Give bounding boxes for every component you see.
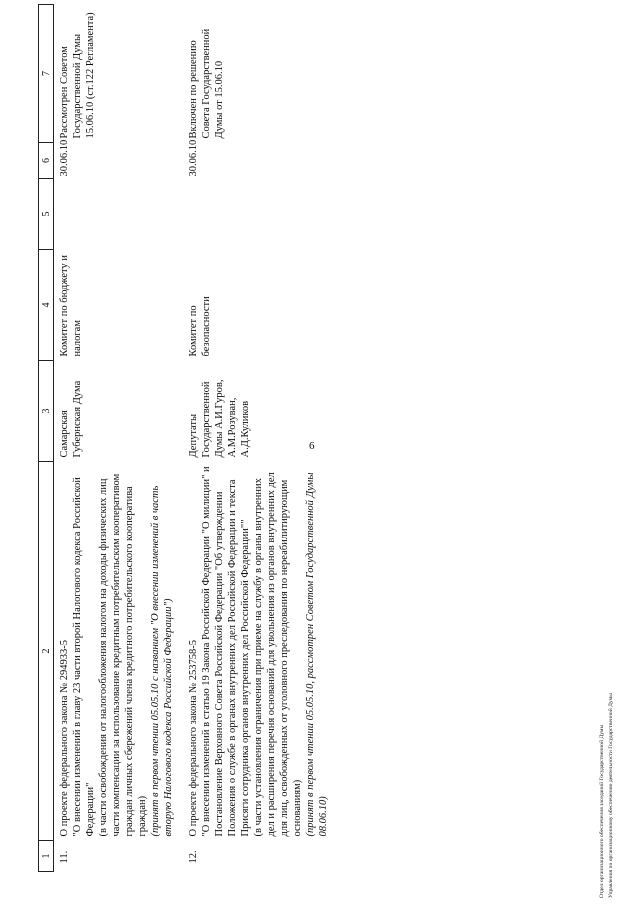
row-number: 12. bbox=[188, 850, 199, 864]
row-number: 11. bbox=[59, 850, 70, 864]
header-col-3: 3 bbox=[39, 361, 54, 462]
date-cell: 30.06.10 bbox=[188, 139, 199, 177]
committee-cell: Комитет по безопасности bbox=[188, 296, 212, 357]
header-col-2: 2 bbox=[39, 462, 54, 841]
initiator-cell: Депутаты Государственной Думы А.И.Гуров, А.М.Розуван, А.Д.Куликов bbox=[188, 379, 251, 458]
bill-name: "О внесении изменений в главу 23 части второй Налогового кодекса Российской Федерации" bbox=[72, 477, 96, 837]
rotated-table-container bbox=[38, 12, 593, 872]
header-col-5: 5 bbox=[39, 179, 54, 250]
bill-cell bbox=[183, 462, 338, 841]
initiator-cell: Самарская Губернская Дума bbox=[59, 380, 83, 458]
footer-line-2: Управления по организационному обеспечению деятельности Государственной Думы bbox=[608, 693, 614, 898]
date-cell: 30.06.10 bbox=[59, 139, 70, 177]
bill-description: (в части освобождения от налогообложения налогом на доходы физических лиц части компенсации за использование кредитным потребительским кооперативом граждан личных сбережений члена кредитного потребительского кооператива граждан) bbox=[98, 473, 148, 837]
col5-cell bbox=[54, 179, 184, 250]
page-number: 6 bbox=[309, 440, 315, 452]
bill-name: "О внесении изменений в статью 19 Закона Российской Федерации "О милиции" и Постановление Верховного Совета Российской Федерации "Об утверждении Положения о службе в органах внутренних дел Российской Федерации и текста Присяги сотрудника органов внутренних дел Российской Федерации"" bbox=[201, 466, 251, 837]
table-row bbox=[183, 5, 338, 872]
footer bbox=[598, 558, 616, 898]
header-col-1: 1 bbox=[39, 841, 54, 872]
bill-description: (в части установления ограничения при приеме на службу в органы внутренних дел и расширения перечня оснований для увольнения из органов внутренних дел для лиц, освобожденных от уголовного преследования по нереабилитирующим основаниям) bbox=[253, 472, 303, 837]
bill-title: О проекте федерального закона № 294933-5 bbox=[59, 639, 70, 837]
header-col-6: 6 bbox=[39, 143, 54, 179]
bill-status: (принят в первом чтении 05.05.10, рассмотрен Советом Государственной Думы 08.06.10) bbox=[305, 472, 329, 837]
note-cell: Включен по решению Совета Государственной Думы от 15.06.10 bbox=[188, 28, 225, 139]
footer-line-1: Отдел организационного обеспечения заседаний Государственной Думы bbox=[599, 724, 605, 898]
table-header-row bbox=[39, 5, 54, 872]
bill-cell bbox=[54, 462, 184, 841]
bill-status: (принят в первом чтении 05.05.10 с названием "О внесении изменений в часть вторую Налогового кодекса Российской Федерации") bbox=[150, 485, 174, 837]
committee-cell: Комитет по бюджету и налогам bbox=[59, 255, 83, 357]
note-cell: Рассмотрен Советом Государственной Думы 15.06.10 (ст.122 Регламента) bbox=[59, 12, 96, 139]
header-col-7: 7 bbox=[39, 5, 54, 143]
agenda-table bbox=[38, 4, 338, 872]
col5-cell bbox=[183, 179, 338, 250]
table-row bbox=[54, 5, 184, 872]
header-col-4: 4 bbox=[39, 250, 54, 361]
bill-title: О проекте федерального закона № 253758-5 bbox=[188, 639, 199, 837]
